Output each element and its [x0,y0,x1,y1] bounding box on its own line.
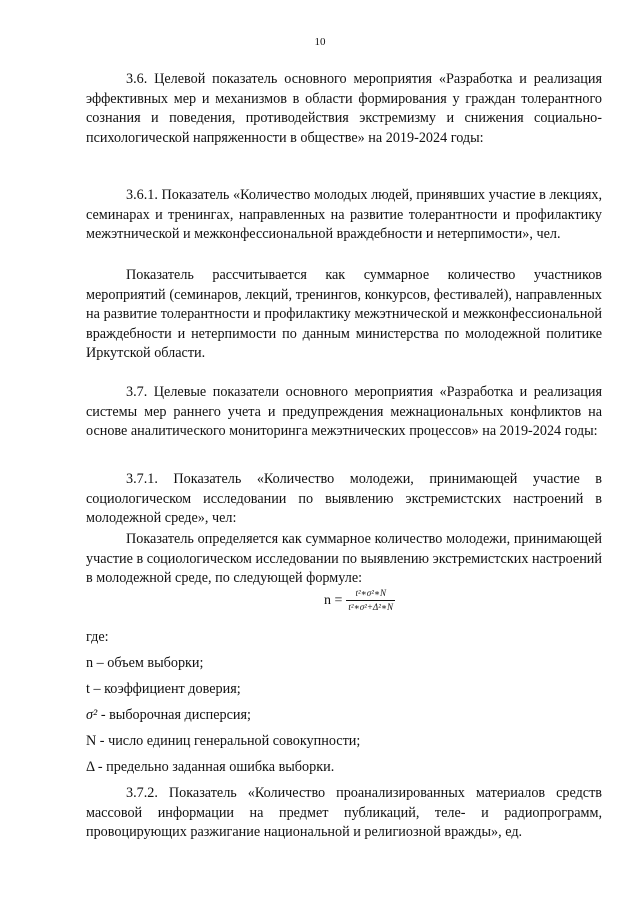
legend-delta: Δ - предельно заданная ошибка выборки. [86,759,335,775]
legend-n: n – объем выборки; [86,655,204,671]
formula-denominator: t²∗σ²+Δ²∗N [348,602,394,612]
sample-size-formula [324,588,395,613]
paragraph-3-7: 3.7. Целевые показатели основного мероприятия «Разработка и реализация системы мер раннего учета и предупреждения межнациональных конфликтов на основе аналитического мониторинга межэтнических процессов» на 2019-2024 годы: [86,384,602,439]
page-number: 10 [314,36,326,48]
paragraph-3-6-1: 3.6.1. Показатель «Количество молодых людей, принявших участие в лекциях, семинарах и тренингах, направленных на развитие толерантности и профилактику межэтнической и межконфессиональной враждебности и нетерпимости», чел. [86,187,602,242]
paragraph-calc-method: Показатель рассчитывается как суммарное количество участников мероприятий (семинаров, лекций, тренингов, конкурсов, фестивалей), направленных на развитие толерантности и профилактику межэтнической и межконфессиональной враждебности и нетерпимости по данным министерства по молодежной политике Иркутской области. [86,267,602,361]
formula-fraction [346,588,395,613]
legend-where: где: [86,629,109,645]
paragraph-formula-intro: Показатель определяется как суммарное количество молодежи, принимающей участие в социологическом исследовании по выявлению экстремистских настроений в молодежной среде, по следующей формуле: [86,531,602,586]
formula-lhs: n = [324,592,343,608]
formula-numerator: t²∗σ²∗N [355,588,387,598]
legend-N: N - число единиц генеральной совокупности; [86,733,361,749]
paragraph-3-7-2: 3.7.2. Показатель «Количество проанализированных материалов средств массовой информации на предмет публикаций, теле- и радиопрограмм, провоцирующих разжигание национальной и религиозной вражды», ед. [86,785,602,840]
sigma-text: - выборочная дисперсия; [97,707,251,723]
paragraph-3-6: 3.6. Целевой показатель основного мероприятия «Разработка и реализация эффективных мер и механизмов в области формирования у граждан толерантного сознания и поведения, противодействия экстремизму и снижения социально-психологической напряженности в обществе» на 2019-2024 годы: [86,71,602,146]
legend-sigma [86,706,602,726]
paragraph-3-7-1: 3.7.1. Показатель «Количество молодежи, принимающей участие в социологическом исследовании по выявлению экстремистских настроений в молодежной среде», чел: [86,471,602,526]
sigma-symbol: σ² [86,707,98,723]
legend-t: t – коэффициент доверия; [86,681,241,697]
